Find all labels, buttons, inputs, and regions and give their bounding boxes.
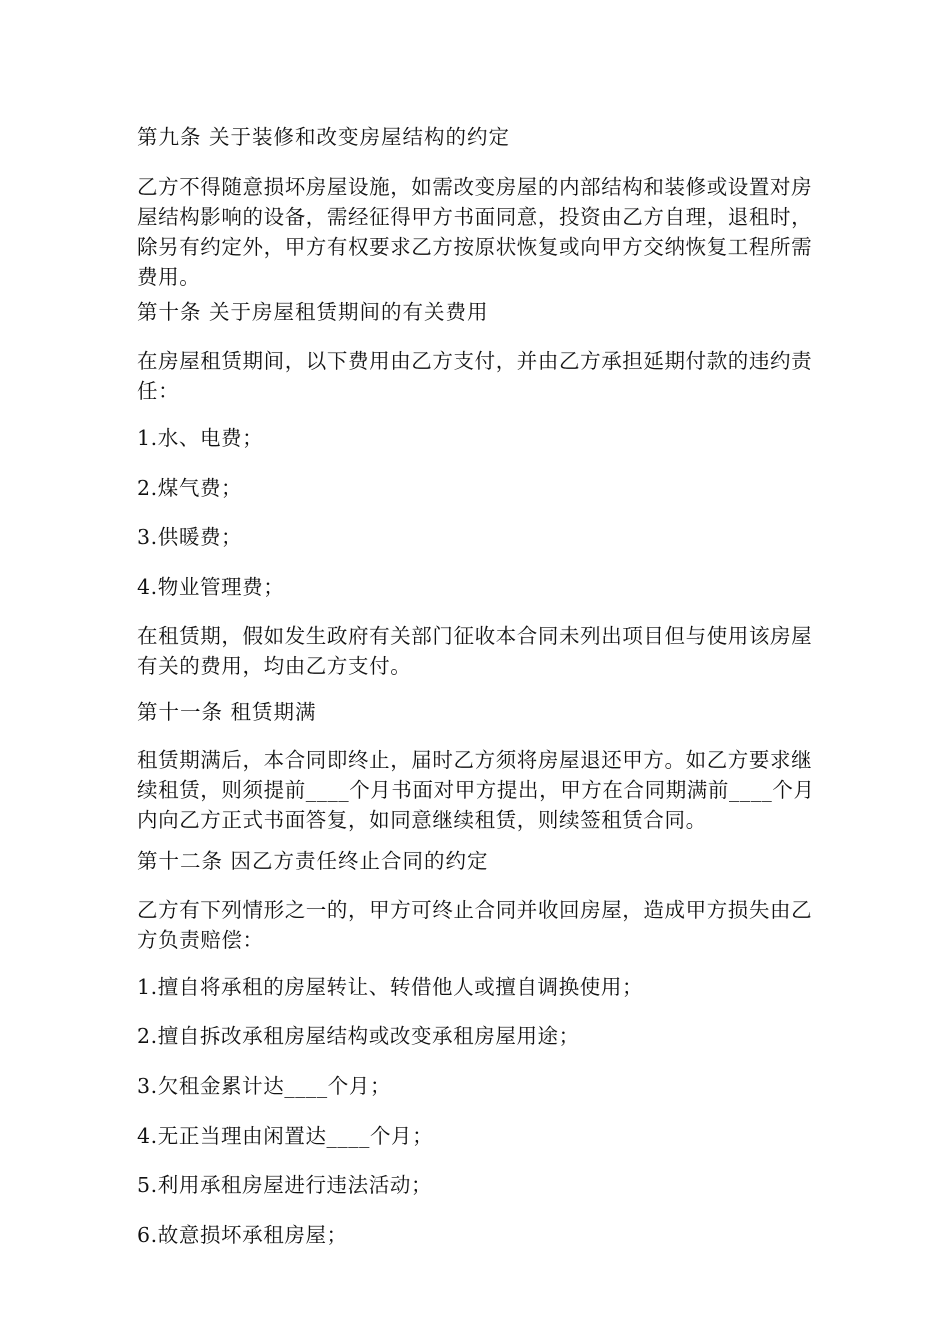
termination-item-2: 2.擅自拆改承租房屋结构或改变承租房屋用途； — [137, 1024, 580, 1048]
article-9-body: 乙方不得随意损坏房屋设施，如需改变房屋的内部结构和装修或设置对房屋结构影响的设备，需经征得甲方书面同意，投资由乙方自理，退租时，除另有约定外，甲方有权要求乙方按原状恢复或向甲方交纳恢复工程所需费用。 — [137, 175, 813, 289]
termination-item-6: 6.故意损坏承租房屋； — [137, 1223, 348, 1247]
article-9-heading: 第九条 关于装修和改变房屋结构的约定 — [137, 125, 511, 149]
fee-item-1: 1.水、电费； — [137, 426, 264, 450]
fee-item-4: 4.物业管理费； — [137, 575, 285, 599]
termination-item-1: 1.擅自将承租的房屋转让、转借他人或擅自调换使用； — [137, 975, 644, 999]
fee-item-2: 2.煤气费； — [137, 476, 243, 500]
article-10-intro: 在房屋租赁期间，以下费用由乙方支付，并由乙方承担延期付款的违约责任： — [137, 349, 813, 403]
article-12-intro: 乙方有下列情形之一的，甲方可终止合同并收回房屋，造成甲方损失由乙方负责赔偿： — [137, 898, 813, 952]
article-12-heading: 第十二条 因乙方责任终止合同的约定 — [137, 849, 489, 873]
fee-item-3: 3.供暖费； — [137, 525, 243, 549]
termination-item-4: 4.无正当理由闲置达____个月； — [137, 1124, 434, 1148]
termination-item-5: 5.利用承租房屋进行违法活动； — [137, 1173, 433, 1197]
termination-item-3: 3.欠租金累计达____个月； — [137, 1074, 392, 1098]
article-11-body: 租赁期满后，本合同即终止，届时乙方须将房屋退还甲方。如乙方要求继续租赁，则须提前____个月书面对甲方提出，甲方在合同期满前____个月内向乙方正式书面答复，如同意继续租赁，则续签租赁合同。 — [137, 748, 815, 832]
article-10-heading: 第十条 关于房屋租赁期间的有关费用 — [137, 300, 489, 324]
article-10-other-fees: 在租赁期，假如发生政府有关部门征收本合同未列出项目但与使用该房屋有关的费用，均由乙方支付。 — [137, 624, 813, 678]
article-11-heading: 第十一条 租赁期满 — [137, 700, 317, 724]
